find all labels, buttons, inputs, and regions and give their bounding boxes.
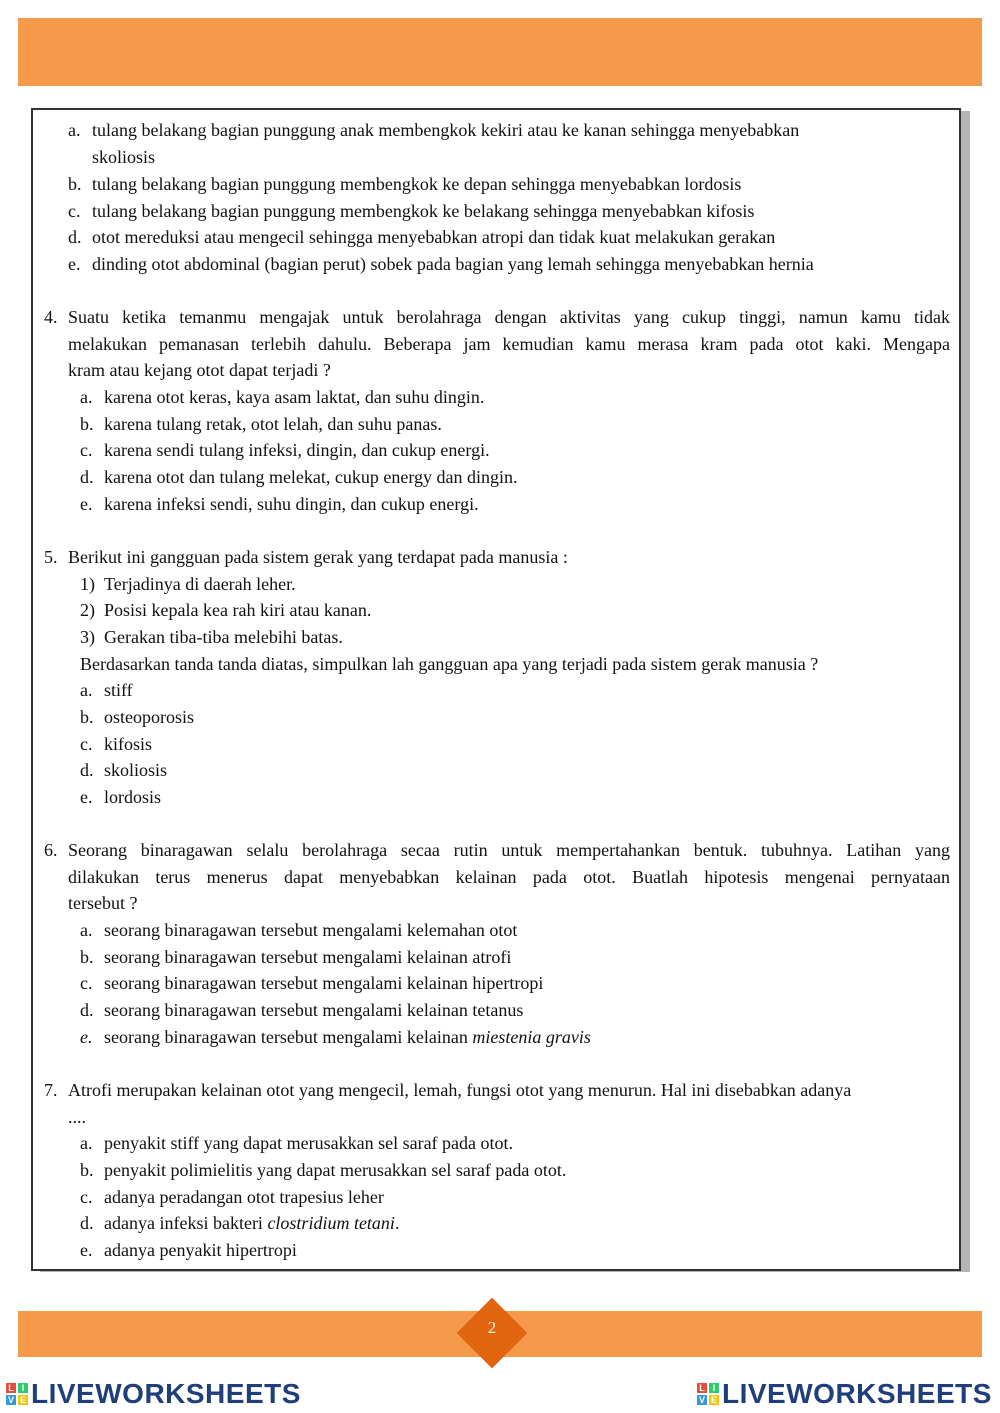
q5-option-c-letter: c. bbox=[80, 734, 93, 754]
q3-option-c-letter: c. bbox=[68, 201, 81, 221]
q6-option-e-italic: miestenia gravis bbox=[472, 1027, 591, 1047]
q3-option-b-letter: b. bbox=[68, 174, 82, 194]
liveworksheets-wordmark: LIVEWORKSHEETS bbox=[31, 1378, 301, 1409]
q4-option-b-letter: b. bbox=[80, 414, 94, 434]
q5-item-1-text: Terjadinya di daerah leher. bbox=[104, 574, 296, 594]
q7-option-d-plain: adanya infeksi bakteri bbox=[104, 1213, 268, 1233]
logo-letter-i: I bbox=[18, 1383, 28, 1393]
q5-question: Berdasarkan tanda tanda diatas, simpulkan lah gangguan apa yang terjadi pada sistem gerak manusia ? bbox=[80, 654, 819, 674]
q7-option-d-letter: d. bbox=[80, 1213, 94, 1233]
q3-option-e-text: dinding otot abdominal (bagian perut) sobek pada bagian yang lemah sehingga menyebabkan hernia bbox=[92, 254, 814, 274]
q4-option-c-text: karena sendi tulang infeksi, dingin, dan cukup energi. bbox=[104, 440, 490, 460]
q5-option-d-letter: d. bbox=[80, 760, 94, 780]
header-band bbox=[18, 18, 982, 86]
logo-letter-v: V bbox=[698, 1395, 705, 1405]
logo-letter-v: V bbox=[7, 1395, 14, 1405]
q7-option-d-text bbox=[104, 1210, 399, 1237]
q7-option-b-letter: b. bbox=[80, 1160, 94, 1180]
q4-option-e-text: karena infeksi sendi, suhu dingin, dan cukup energi. bbox=[104, 494, 479, 514]
q4-option-c-letter: c. bbox=[80, 440, 93, 460]
liveworksheets-logo-icon bbox=[6, 1383, 28, 1405]
q6-option-e-plain: seorang binaragawan tersebut mengalami kelainan bbox=[104, 1027, 473, 1047]
q7-option-e-text: adanya penyakit hipertropi bbox=[104, 1240, 297, 1260]
q4-option-b-text: karena tulang retak, otot lelah, dan suhu panas. bbox=[104, 414, 442, 434]
q3-option-c-text: tulang belakang bagian punggung membengkok ke belakang sehingga menyebabkan kifosis bbox=[92, 201, 755, 221]
q4-option-a-text: karena otot keras, kaya asam laktat, dan suhu dingin. bbox=[104, 387, 485, 407]
q5-item-3-number: 3) bbox=[80, 627, 95, 647]
q4-option-d-letter: d. bbox=[80, 467, 94, 487]
q7-stem-line1: Atrofi merupakan kelainan otot yang mengecil, lemah, fungsi otot yang menurun. Hal ini disebabkan adanya bbox=[68, 1080, 852, 1100]
q6-stem-line2: dilakukan terus menerus dapat menyebabkan kelainan pada otot. Buatlah hipotesis mengenai pernyataan bbox=[68, 867, 950, 887]
q7-number: 7. bbox=[44, 1080, 58, 1100]
q6-option-a-text: seorang binaragawan tersebut mengalami kelemahan otot bbox=[104, 920, 518, 940]
q6-option-e-letter: e. bbox=[80, 1027, 93, 1047]
q7-option-a-text: penyakit stiff yang dapat merusakkan sel saraf pada otot. bbox=[104, 1133, 514, 1153]
q5-item-2-number: 2) bbox=[80, 600, 95, 620]
q4-stem-line2: melakukan pemanasan terlebih dahulu. Beberapa jam kemudian kamu merasa kram pada otot kaki. Mengapa bbox=[68, 334, 950, 354]
q3-option-a-text: tulang belakang bagian punggung anak membengkok kekiri atau ke kanan sehingga menyebabkan bbox=[92, 120, 800, 140]
q7-option-a-letter: a. bbox=[80, 1133, 93, 1153]
q5-item-1-number: 1) bbox=[80, 574, 95, 594]
q3-option-d-text: otot mereduksi atau mengecil sehingga menyebabkan atropi dan tidak kuat melakukan gerakan bbox=[92, 227, 776, 247]
page-number: 2 bbox=[487, 1318, 497, 1337]
q4-option-d-text: karena otot dan tulang melekat, cukup energy dan dingin. bbox=[104, 467, 518, 487]
liveworksheets-wordmark: LIVEWORKSHEETS bbox=[722, 1378, 992, 1409]
question-frame bbox=[31, 108, 961, 1271]
q6-option-c-text: seorang binaragawan tersebut mengalami kelainan hipertropi bbox=[104, 973, 544, 993]
logo-letter-l: L bbox=[697, 1383, 707, 1393]
q5-number: 5. bbox=[44, 547, 58, 567]
logo-letter-l: L bbox=[6, 1383, 16, 1393]
logo-letter-i: I bbox=[709, 1383, 719, 1393]
liveworksheets-logo-icon bbox=[697, 1383, 719, 1405]
q4-option-a-letter: a. bbox=[80, 387, 93, 407]
q3-option-d-letter: d. bbox=[68, 227, 82, 247]
logo-letter-e: E bbox=[19, 1395, 26, 1405]
q3-option-e-letter: e. bbox=[68, 254, 81, 274]
q6-stem-line3: tersebut ? bbox=[68, 893, 138, 913]
q6-number: 6. bbox=[44, 840, 58, 860]
q6-stem-line1: Seorang binaragawan selalu berolahraga secaa rutin untuk mempertahankan bentuk. tubuhnya. Latihan yang bbox=[68, 840, 950, 860]
q5-stem: Berikut ini gangguan pada sistem gerak yang terdapat pada manusia : bbox=[68, 547, 568, 567]
q3-option-a-text-cont: skoliosis bbox=[92, 147, 156, 167]
q6-option-c-letter: c. bbox=[80, 973, 93, 993]
q5-option-b-letter: b. bbox=[80, 707, 94, 727]
q6-option-d-letter: d. bbox=[80, 1000, 94, 1020]
liveworksheets-brand-right[interactable] bbox=[697, 1378, 992, 1410]
q7-option-c-text: adanya peradangan otot trapesius leher bbox=[104, 1187, 384, 1207]
q7-stem-line2: .... bbox=[68, 1107, 86, 1127]
q5-option-a-letter: a. bbox=[80, 680, 93, 700]
q4-stem-line3: kram atau kejang otot dapat terjadi ? bbox=[68, 360, 331, 380]
q5-option-d-text: skoliosis bbox=[104, 760, 168, 780]
logo-letter-e: E bbox=[710, 1395, 717, 1405]
q6-option-b-text: seorang binaragawan tersebut mengalami kelainan atrofi bbox=[104, 947, 512, 967]
q4-option-e-letter: e. bbox=[80, 494, 93, 514]
q5-option-e-letter: e. bbox=[80, 787, 93, 807]
q7-option-e-letter: e. bbox=[80, 1240, 93, 1260]
q5-option-c-text: kifosis bbox=[104, 734, 153, 754]
q7-option-d-tail: . bbox=[394, 1213, 400, 1233]
q6-option-b-letter: b. bbox=[80, 947, 94, 967]
q4-stem-line1: Suatu ketika temanmu mengajak untuk berolahraga dengan aktivitas yang cukup tinggi, namun kamu tidak bbox=[68, 307, 950, 327]
q6-option-d-text: seorang binaragawan tersebut mengalami kelainan tetanus bbox=[104, 1000, 524, 1020]
q5-option-b-text: osteoporosis bbox=[104, 707, 194, 727]
q6-option-e-text bbox=[104, 1024, 591, 1051]
q5-option-e-text: lordosis bbox=[104, 787, 162, 807]
q3-option-b-text: tulang belakang bagian punggung membengkok ke depan sehingga menyebabkan lordosis bbox=[92, 174, 742, 194]
q7-option-b-text: penyakit polimielitis yang dapat merusakkan sel saraf pada otot. bbox=[104, 1160, 567, 1180]
q5-option-a-text: stiff bbox=[104, 680, 133, 700]
q7-option-c-letter: c. bbox=[80, 1187, 93, 1207]
q5-item-3-text: Gerakan tiba-tiba melebihi batas. bbox=[104, 627, 343, 647]
liveworksheets-brand-left[interactable] bbox=[6, 1378, 301, 1410]
q7-option-d-italic: clostridium tetani bbox=[267, 1213, 395, 1233]
q6-option-a-letter: a. bbox=[80, 920, 93, 940]
q3-option-a-letter: a. bbox=[68, 120, 81, 140]
q5-item-2-text: Posisi kepala kea rah kiri atau kanan. bbox=[104, 600, 372, 620]
q4-number: 4. bbox=[44, 307, 58, 327]
